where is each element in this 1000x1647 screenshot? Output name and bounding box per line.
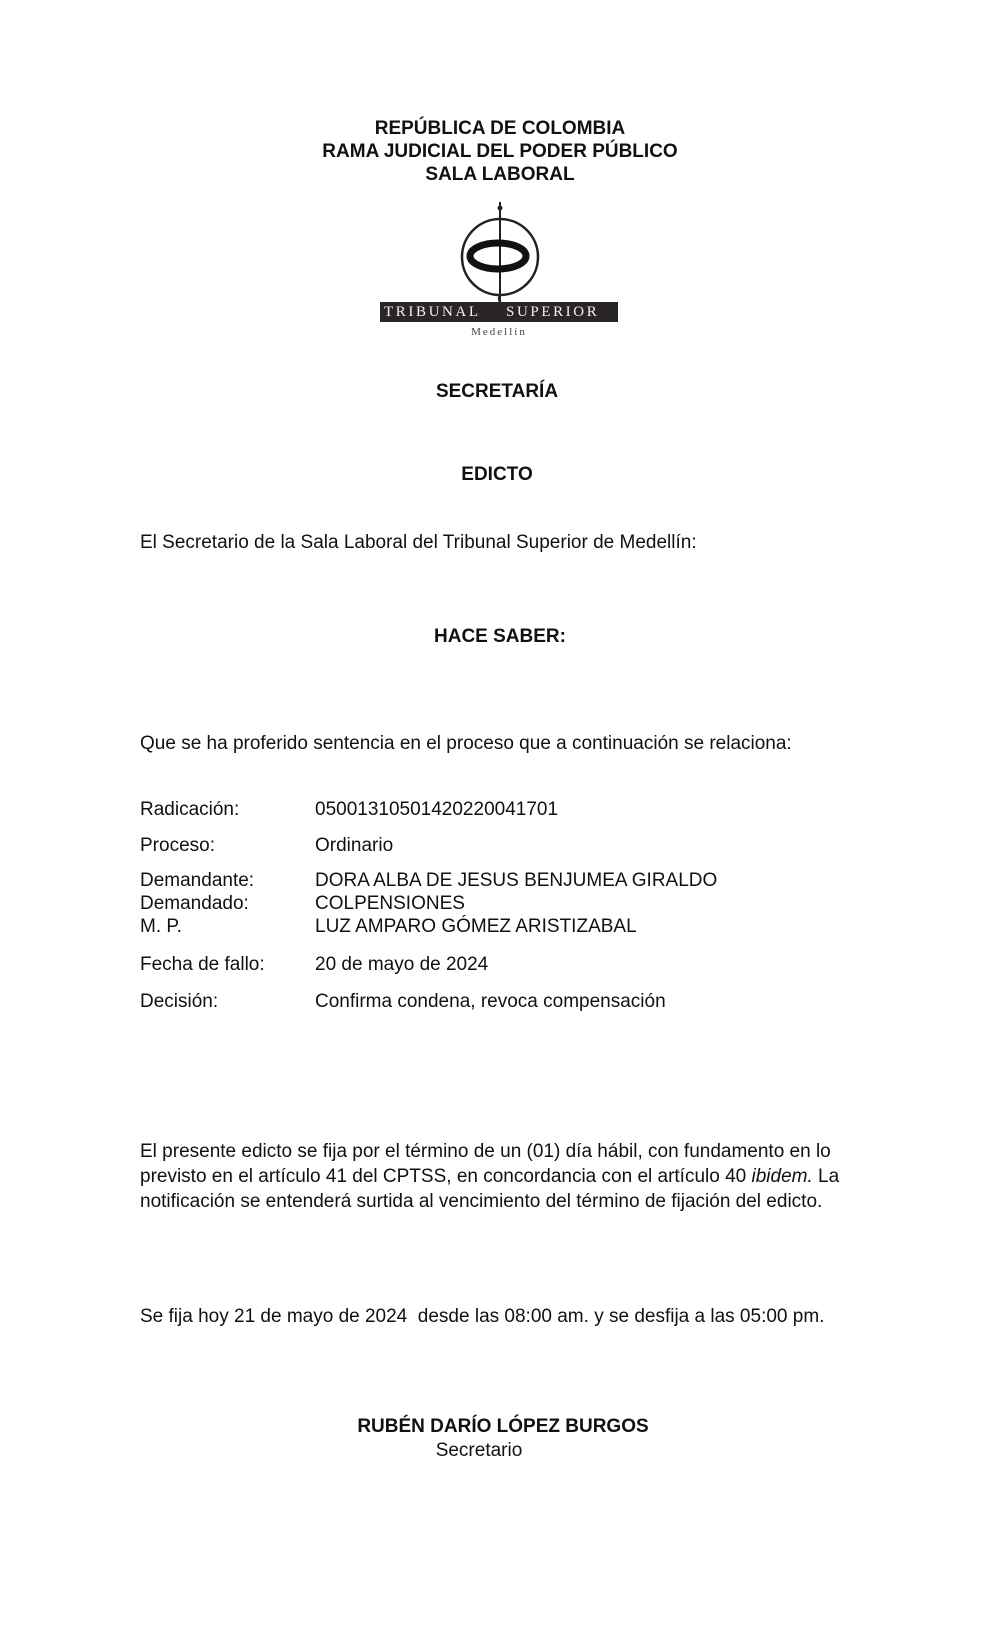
signature-role: Secretario [435, 1440, 523, 1461]
field-label: Fecha de fallo: [140, 954, 265, 975]
section-title: SECRETARÍA [435, 381, 559, 402]
tribunal-logo [380, 200, 620, 342]
logo-name-left: TRIBUNAL [384, 304, 481, 320]
paragraph-ibidem: ibidem. [751, 1166, 813, 1187]
logo-name-right: SUPERIOR [506, 304, 600, 320]
logo-title [380, 304, 618, 322]
field-label: Radicación: [140, 799, 240, 820]
field-value: COLPENSIONES [315, 893, 465, 914]
header-branch: RAMA JUDICIAL DEL PODER PÚBLICO [322, 141, 678, 162]
statement-text: Que se ha proferido sentencia en el proceso que a continuación se relaciona: [140, 733, 792, 754]
field-value: Ordinario [315, 835, 394, 856]
tribunal-emblem-icon [380, 200, 620, 310]
hace-saber-heading: HACE SABER: [434, 626, 566, 647]
header-chamber: SALA LABORAL [425, 164, 575, 185]
field-value: LUZ AMPARO GÓMEZ ARISTIZABAL [315, 916, 637, 937]
signature-name: RUBÉN DARÍO LÓPEZ BURGOS [357, 1416, 649, 1437]
field-label: Demandado: [140, 893, 249, 914]
legal-paragraph [140, 1139, 875, 1214]
field-value: DORA ALBA DE JESUS BENJUMEA GIRALDO [315, 870, 718, 891]
fixing-notice: Se fija hoy 21 de mayo de 2024 desde las 08:00 am. y se desfija a las 05:00 pm. [140, 1306, 825, 1327]
paragraph-part2: La notificación se entenderá surtida al vencimiento del término de fijación del edicto. [140, 1166, 840, 1212]
field-value: 05001310501420220041701 [315, 799, 559, 820]
paragraph-part1: El presente edicto se fija por el término de un (01) día hábil, con fundamento en lo previsto en el artículo 41 del CPTSS, en concordancia con el artículo 40 [140, 1141, 831, 1187]
field-label: Demandante: [140, 870, 255, 891]
logo-city: Medellín [471, 326, 527, 338]
header-country: REPÚBLICA DE COLOMBIA [374, 118, 626, 139]
document-title: EDICTO [461, 464, 533, 485]
field-label: Proceso: [140, 835, 215, 856]
document-header [0, 117, 1000, 186]
field-value: 20 de mayo de 2024 [315, 954, 489, 975]
field-value: Confirma condena, revoca compensación [315, 991, 666, 1012]
field-label: M. P. [140, 916, 182, 937]
intro-text: El Secretario de la Sala Laboral del Tribunal Superior de Medellín: [140, 532, 697, 553]
field-label: Decisión: [140, 991, 219, 1012]
